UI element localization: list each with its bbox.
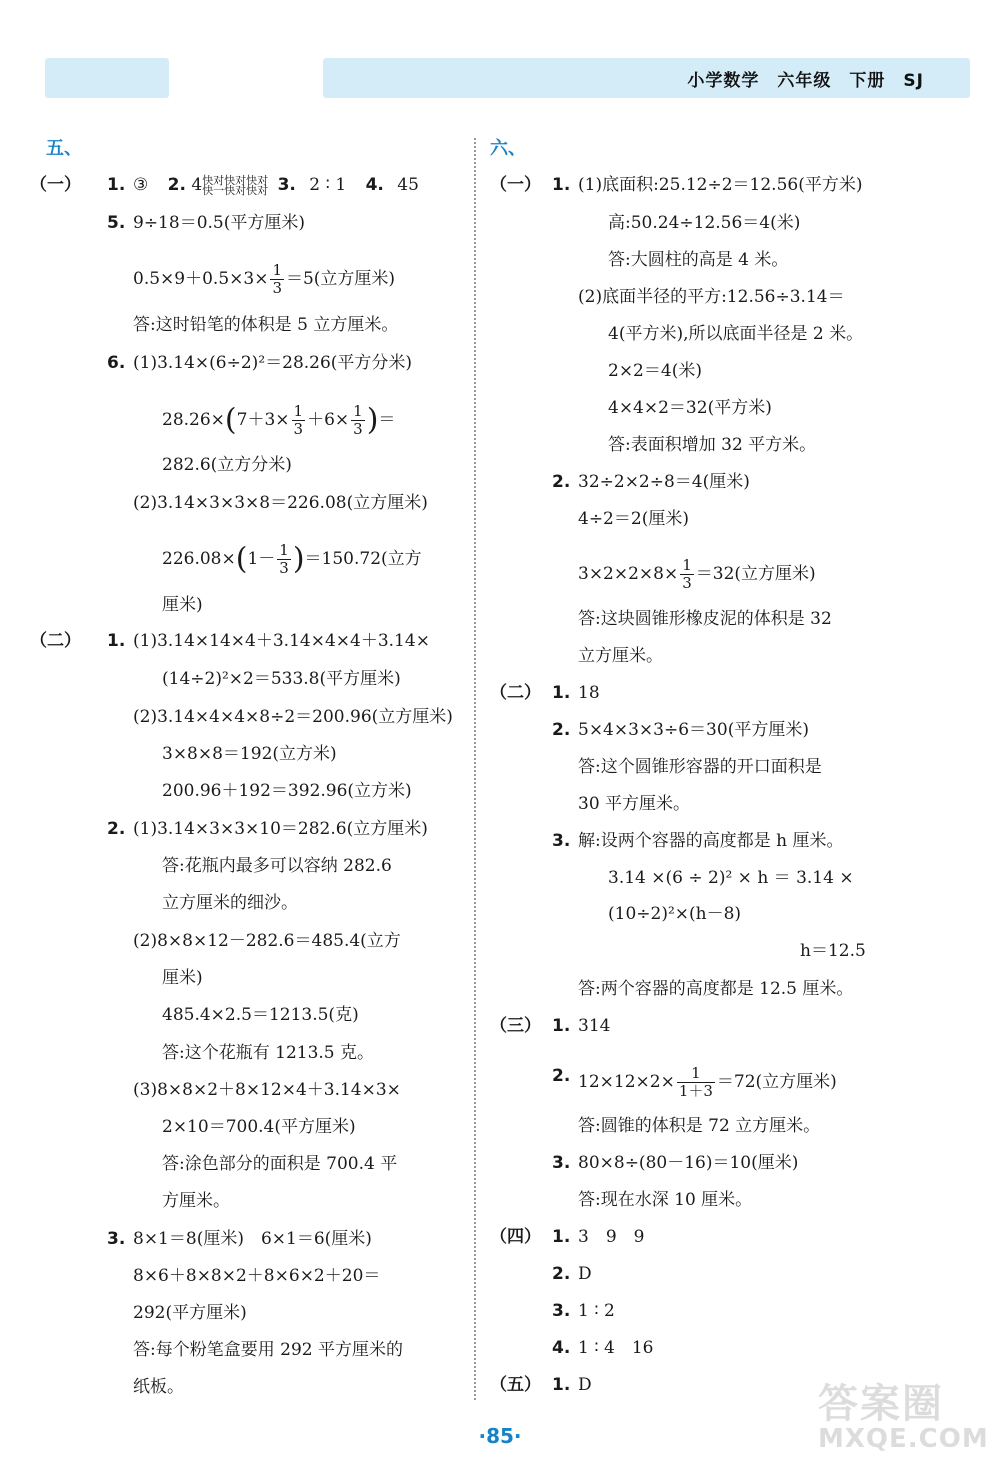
answer-line: 厘米) — [162, 595, 203, 615]
answer-line: 8×6＋8×8×2＋8×6×2＋20＝ — [133, 1266, 381, 1286]
question-number: 1. — [107, 631, 126, 651]
answer-line: 226.08×(1－ $\frac{1}{3}$ )＝150.72(立方 — [162, 541, 422, 577]
section-5-heading: 五、 — [46, 138, 82, 159]
answer-line: 2×2＝4(米) — [608, 361, 702, 381]
header-band-left — [45, 58, 169, 98]
answer-line: 4(平方米),所以底面半径是 2 米。 — [608, 324, 864, 344]
question-number: 1. — [552, 683, 571, 703]
answer-line: (1)底面积:25.12÷2＝12.56(平方米) — [578, 175, 863, 195]
section-6-heading: 六、 — [490, 138, 526, 159]
answer-line: 32÷2×2÷8＝4(厘米) — [578, 472, 750, 492]
group-2-label: （二） — [30, 631, 81, 651]
group-4-label: （四） — [490, 1227, 541, 1247]
answer-line: 3×2×2×8× $\frac{1}{3}$ ＝32(立方厘米) — [578, 556, 816, 592]
answer-line: 3 9 9 — [578, 1227, 645, 1247]
answer-line: 答:现在水深 10 厘米。 — [578, 1190, 753, 1210]
answer-line: (1)3.14×3×3×10＝282.6(立方厘米) — [133, 819, 428, 839]
answer-line: 解:设两个容器的高度都是 h 厘米。 — [578, 831, 844, 851]
answer-line: 答:这块圆锥形橡皮泥的体积是 32 — [578, 609, 832, 629]
answer-line: (1)3.14×(6÷2)²＝28.26(平方分米) — [133, 353, 413, 373]
group-1-label: （一） — [490, 175, 541, 195]
answer-line: 答:两个容器的高度都是 12.5 厘米。 — [578, 979, 854, 999]
header-title: 小学数学 六年级 下册 SJ — [687, 71, 924, 91]
answer-line: (14÷2)²×2＝533.8(平方厘米) — [162, 669, 401, 689]
question-number: 1. — [552, 175, 571, 195]
answer-line: 4×4×2＝32(平方米) — [608, 398, 772, 418]
question-number: 3. — [552, 1153, 571, 1173]
answer-line: 立方厘米的细沙。 — [162, 893, 298, 913]
question-number: 1. — [107, 175, 126, 195]
watermark: 答案圈 MXQE.COM — [818, 1381, 989, 1454]
question-number: 3. — [107, 1229, 126, 1249]
answer-line: 9÷18＝0.5(平方厘米) — [133, 213, 305, 233]
question-number: 2. — [552, 1264, 571, 1284]
answer-line: 答:大圆柱的高是 4 米。 — [608, 250, 789, 270]
question-number: 1. — [552, 1016, 571, 1036]
fraction: $\frac{1}{3}$ — [279, 541, 289, 577]
answer-line: 4÷2＝2(厘米) — [578, 509, 689, 529]
fraction: $\frac{1}{3}$ — [353, 402, 363, 438]
answer-line: (3)8×8×2＋8×12×4＋3.14×3× — [133, 1080, 401, 1100]
answer-line: 答:这个花瓶有 1213.5 克。 — [162, 1043, 375, 1063]
answer-line: 答:这时铅笔的体积是 5 立方厘米。 — [133, 315, 399, 335]
answer-line: (2)3.14×4×4×8÷2＝200.96(立方厘米) — [133, 707, 453, 727]
question-number: 2. — [552, 1066, 571, 1086]
question-number: 1. — [552, 1375, 571, 1395]
fraction: $\frac{1}{1+3}$ — [678, 1064, 713, 1100]
question-number: 2. — [107, 819, 126, 839]
answer-line: (10÷2)²×(h－8) — [608, 904, 742, 924]
answer-line: 1 ∶ 4 16 — [578, 1338, 654, 1358]
answer-line: ③ 2. 4快对快对快对 快一快对快对 3. 2 ∶ 1 4. 45 — [133, 173, 419, 197]
answer-line: D — [578, 1264, 592, 1284]
answer-line: 3.14 ×(6 ÷ 2)² × h ＝ 3.14 × — [608, 868, 854, 888]
answer-line: 2×10＝700.4(平方厘米) — [162, 1117, 356, 1137]
answer-line: 答:每个粉笔盒要用 292 平方厘米的 — [133, 1340, 403, 1360]
answer-line: 方厘米。 — [162, 1191, 230, 1211]
question-number: 3. — [552, 1301, 571, 1321]
answer-line: 答:花瓶内最多可以容纳 282.6 — [162, 856, 392, 876]
answer-line: 立方厘米。 — [578, 646, 663, 666]
answer-line: 答:圆锥的体积是 72 立方厘米。 — [578, 1116, 821, 1136]
answer-line: 厘米) — [162, 968, 203, 988]
answer-line: 485.4×2.5＝1213.5(克) — [162, 1005, 359, 1025]
question-number: 1. — [552, 1227, 571, 1247]
question-number: 3. — [552, 831, 571, 851]
answer-line: 答:这个圆锥形容器的开口面积是 — [578, 757, 822, 777]
fraction: $\frac{1}{3}$ — [293, 402, 304, 438]
answer-line: (2)底面半径的平方:12.56÷3.14＝ — [578, 287, 845, 307]
question-number: 4. — [552, 1338, 571, 1358]
answer-line: 28.26×(7＋3× $\frac{1}{3}$ ＋6× $\frac{1}{3}$ )＝ — [162, 402, 396, 438]
answer-line: 3×8×8＝192(立方米) — [162, 744, 337, 764]
fraction: $\frac{1}{3}$ — [682, 556, 692, 592]
answer-line: D — [578, 1375, 592, 1395]
page-number: ·85· — [478, 1424, 522, 1448]
group-2-label: （二） — [490, 683, 541, 703]
answer-line: 答:表面积增加 32 平方米。 — [608, 435, 817, 455]
answer-line: 18 — [578, 683, 600, 703]
answer-line: 12×12×2× $\frac{1}{1+3}$ ＝72(立方厘米) — [578, 1064, 837, 1100]
answer-line: 282.6(立方分米) — [162, 455, 292, 475]
question-number: 2. — [552, 720, 571, 740]
answer-line: 314 — [578, 1016, 611, 1036]
fraction: $\frac{1}{3}$ — [272, 261, 282, 297]
group-1-label: （一） — [30, 175, 81, 195]
question-number: 5. — [107, 213, 126, 233]
column-divider — [474, 138, 476, 1400]
answer-line: (2)8×8×12－282.6＝485.4(立方 — [133, 931, 401, 951]
answer-line: 答:涂色部分的面积是 700.4 平 — [162, 1154, 398, 1174]
answer-line: 0.5×9＋0.5×3× $\frac{1}{3}$ ＝5(立方厘米) — [133, 261, 396, 297]
answer-line: 8×1＝8(厘米) 6×1＝6(厘米) — [133, 1229, 372, 1249]
answer-line: (1)3.14×14×4＋3.14×4×4＋3.14× — [133, 631, 430, 651]
answer-line: 5×4×3×3÷6＝30(平方厘米) — [578, 720, 809, 740]
answer-line: h＝12.5 — [800, 941, 866, 961]
question-number: 6. — [107, 353, 126, 373]
group-3-label: （三） — [490, 1016, 541, 1036]
answer-line: 80×8÷(80－16)＝10(厘米) — [578, 1153, 799, 1173]
answer-line: 200.96＋192＝392.96(立方米) — [162, 781, 412, 801]
answer-line: (2)3.14×3×3×8＝226.08(立方厘米) — [133, 493, 428, 513]
group-5-label: （五） — [490, 1375, 541, 1395]
answer-line: 纸板。 — [133, 1377, 184, 1397]
answer-line: 1 ∶ 2 — [578, 1301, 615, 1321]
answer-line: 高:50.24÷12.56＝4(米) — [608, 213, 801, 233]
answer-line: 292(平方厘米) — [133, 1303, 247, 1323]
question-number: 2. — [552, 472, 571, 492]
answer-line: 30 平方厘米。 — [578, 794, 691, 814]
